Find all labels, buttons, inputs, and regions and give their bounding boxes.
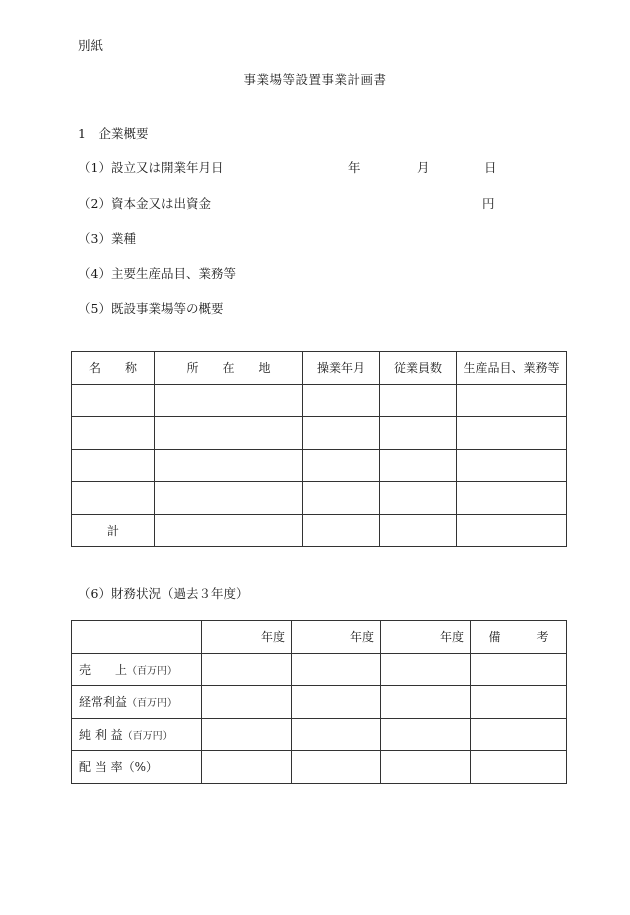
attachment-label: 別紙 xyxy=(78,38,104,53)
table-cell[interactable] xyxy=(303,384,380,417)
table-row xyxy=(72,718,567,751)
table-cell[interactable] xyxy=(457,482,567,515)
table-cell[interactable] xyxy=(457,417,567,450)
table-cell[interactable] xyxy=(380,514,457,547)
table-cell[interactable] xyxy=(155,514,303,547)
table-cell[interactable] xyxy=(380,384,457,417)
column-header-operation-date: 操業年月 xyxy=(303,352,380,385)
table-row xyxy=(72,449,567,482)
table-cell[interactable] xyxy=(380,417,457,450)
table-row xyxy=(72,686,567,719)
table-row xyxy=(72,482,567,515)
capital-label: （2）資本金又は出資金 xyxy=(78,196,211,211)
table-cell[interactable] xyxy=(381,686,471,719)
table-cell[interactable] xyxy=(72,417,155,450)
table-cell[interactable] xyxy=(303,449,380,482)
table-cell[interactable] xyxy=(381,718,471,751)
table-cell[interactable] xyxy=(380,449,457,482)
financial-status-table xyxy=(71,620,567,784)
founding-date-label: （1）設立又は開業年月日 xyxy=(78,160,224,175)
column-header-employees: 従業員数 xyxy=(380,352,457,385)
row-unit: （百万円） xyxy=(127,698,178,710)
table-row xyxy=(72,417,567,450)
table-cell[interactable] xyxy=(292,653,381,686)
table-cell[interactable] xyxy=(202,653,292,686)
table-cell[interactable] xyxy=(72,482,155,515)
table-cell[interactable] xyxy=(303,482,380,515)
section-heading-company-overview: 1 企業概要 xyxy=(78,126,149,141)
row-label-sales xyxy=(72,653,202,686)
table-cell[interactable] xyxy=(471,751,567,784)
table-cell[interactable] xyxy=(292,686,381,719)
table-row xyxy=(72,653,567,686)
total-label: 計 xyxy=(72,514,155,547)
table-cell[interactable] xyxy=(471,686,567,719)
table-cell[interactable] xyxy=(72,384,155,417)
table-header-row xyxy=(72,621,567,654)
existing-sites-table xyxy=(71,351,567,547)
table-cell[interactable] xyxy=(471,653,567,686)
table-cell[interactable] xyxy=(457,514,567,547)
table-cell[interactable] xyxy=(292,718,381,751)
table-cell[interactable] xyxy=(380,482,457,515)
main-products-label: （4）主要生産品目、業務等 xyxy=(78,266,236,281)
table-cell[interactable] xyxy=(292,751,381,784)
section-heading-financial-status: （6）財務状況（過去３年度） xyxy=(78,586,249,601)
industry-label: （3）業種 xyxy=(78,231,136,246)
row-unit: （百万円） xyxy=(122,730,173,742)
table-row xyxy=(72,384,567,417)
table-cell[interactable] xyxy=(155,384,303,417)
table-cell[interactable] xyxy=(72,449,155,482)
table-cell[interactable] xyxy=(202,718,292,751)
table-cell[interactable] xyxy=(303,514,380,547)
column-header-location: 所 在 地 xyxy=(155,352,303,385)
table-cell[interactable] xyxy=(381,653,471,686)
table-row xyxy=(72,751,567,784)
row-label-text: 配 当 率（%） xyxy=(79,760,159,775)
table-header-row xyxy=(72,352,567,385)
yen-unit: 円 xyxy=(482,196,495,211)
corner-cell xyxy=(72,621,202,654)
row-label-text: 純 利 益 xyxy=(79,727,123,742)
row-label-net-profit xyxy=(72,718,202,751)
table-cell[interactable] xyxy=(303,417,380,450)
column-header-remarks: 備 考 xyxy=(471,621,567,654)
table-cell[interactable] xyxy=(457,449,567,482)
table-cell[interactable] xyxy=(202,686,292,719)
column-header-fiscal-year-3: 年度 xyxy=(381,621,471,654)
row-unit: （百万円） xyxy=(127,665,178,677)
day-unit: 日 xyxy=(484,160,497,175)
existing-sites-label: （5）既設事業場等の概要 xyxy=(78,301,224,316)
year-unit: 年 xyxy=(348,160,361,175)
total-row xyxy=(72,514,567,547)
row-label-ordinary-profit xyxy=(72,686,202,719)
table-cell[interactable] xyxy=(155,417,303,450)
table-cell[interactable] xyxy=(457,384,567,417)
table-cell[interactable] xyxy=(471,718,567,751)
document-title: 事業場等設置事業計画書 xyxy=(243,72,387,87)
row-label-text: 経常利益 xyxy=(79,695,128,710)
column-header-products: 生産品目、業務等 xyxy=(457,352,567,385)
column-header-name: 名 称 xyxy=(72,352,155,385)
month-unit: 月 xyxy=(417,160,430,175)
table-cell[interactable] xyxy=(155,449,303,482)
column-header-fiscal-year-1: 年度 xyxy=(202,621,292,654)
row-label-dividend-rate xyxy=(72,751,202,784)
table-cell[interactable] xyxy=(202,751,292,784)
row-label-text: 売 上 xyxy=(79,662,128,677)
table-cell[interactable] xyxy=(381,751,471,784)
column-header-fiscal-year-2: 年度 xyxy=(292,621,381,654)
table-cell[interactable] xyxy=(155,482,303,515)
